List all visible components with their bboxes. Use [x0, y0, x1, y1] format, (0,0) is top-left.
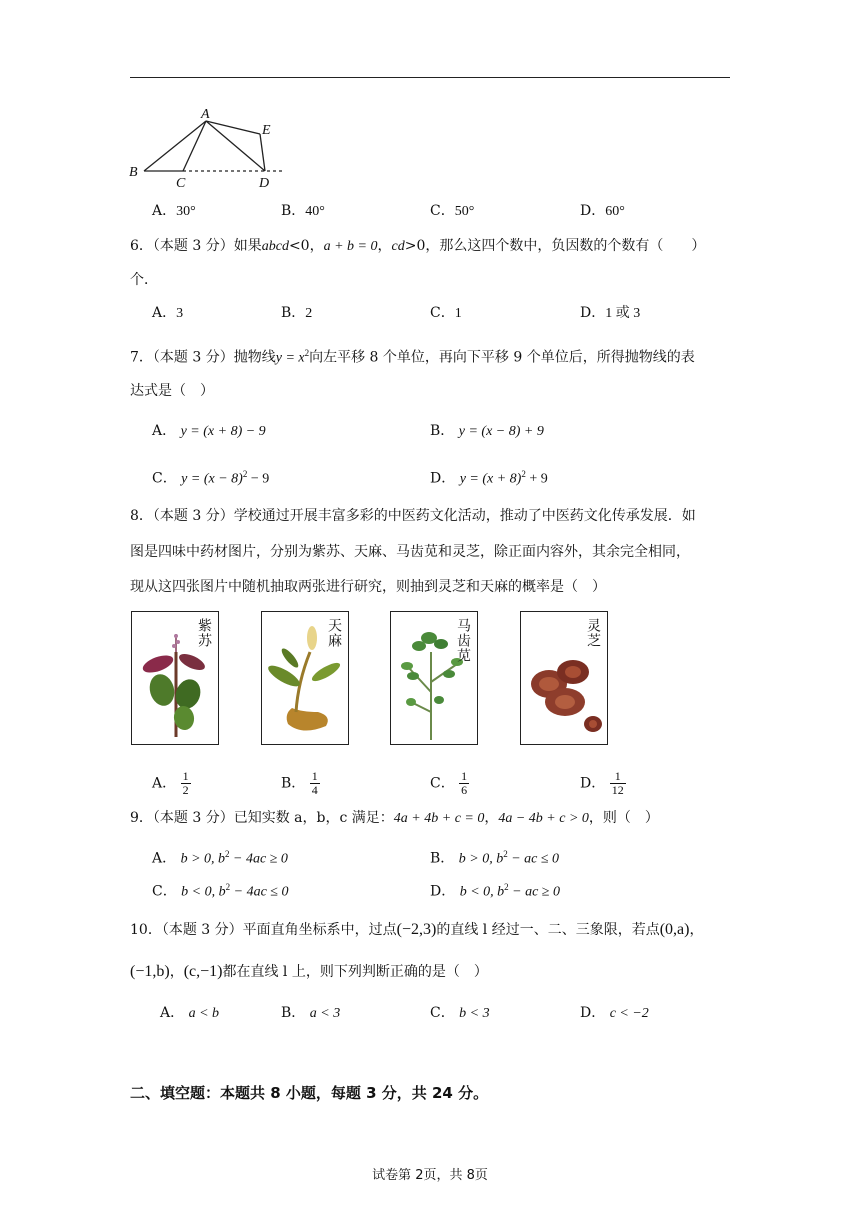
q10-option-c[interactable]: C． b < 3: [430, 1005, 490, 1021]
q8-option-d[interactable]: D． $\frac{1}{12}$: [580, 769, 624, 797]
q9-stem: 9．（本题 3 分）已知实数 a，b，c 满足：4a + 4b + c = 0，4a − 4b + c > 0，则（ ）: [130, 810, 659, 826]
fraction: $\frac{1}{4}$: [311, 769, 318, 797]
q8-stem-line-2: 图是四味中药材图片，分别为紫苏、天麻、马齿苋和灵芝，除正面内容外，其余完全相同，: [130, 544, 690, 560]
card-machixian[interactable]: [390, 611, 478, 745]
segment-ed: [260, 134, 265, 171]
q7-option-a[interactable]: A． y = (x + 8) − 9: [152, 423, 266, 439]
q10-option-b[interactable]: B． a < 3: [281, 1005, 341, 1021]
card-label-lingzhi: 灵芝: [585, 618, 601, 648]
q7-stem-line-1: 7．（本题 3 分）抛物线$y = x^2$向左平移 8 个单位，再向下平移 9 个单位后，所得抛物线的表: [130, 348, 695, 366]
q9-option-a[interactable]: A． b > 0, $b^2 - 4ac \ge 0$: [152, 849, 288, 867]
q7-option-d[interactable]: D． $y = (x + 8)^2 + 9$: [430, 469, 548, 487]
q6-option-c[interactable]: C．1: [430, 305, 462, 321]
q5-option-d[interactable]: D．60°: [580, 203, 625, 219]
q8-stem-line-1: 8．（本题 3 分）学校通过开展丰富多彩的中医药文化活动，推动了中医药文化传承发展．如: [130, 508, 696, 524]
card-label-machixian: 马齿苋: [455, 618, 471, 663]
q8-option-b[interactable]: B． $\frac{1}{4}$: [281, 769, 318, 797]
q10-stem-line-2: (−1,b)，(c,−1)都在直线 l 上，则下列判断正确的是（ ）: [130, 963, 488, 980]
q7-option-b[interactable]: B． y = (x − 8) + 9: [430, 423, 544, 439]
q5-option-a[interactable]: A．30°: [152, 203, 196, 219]
label-c: C: [176, 176, 186, 190]
card-tianma[interactable]: [261, 611, 349, 745]
segment-ab: [144, 121, 206, 171]
label-b: B: [129, 165, 138, 180]
fraction: $\frac{1}{12}$: [611, 769, 624, 797]
q9-option-c[interactable]: C． b < 0, $b^2 - 4ac \le 0$: [152, 882, 289, 900]
card-label-zisu: 紫苏: [196, 618, 212, 648]
q8-stem-line-3: 现从这四张图片中随机抽取两张进行研究，则抽到灵芝和天麻的概率是（ ）: [130, 579, 606, 595]
label-a: A: [201, 107, 210, 122]
q8-option-a[interactable]: A． $\frac{1}{2}$: [152, 769, 189, 797]
q6-stem-line-2: 个．: [130, 272, 158, 288]
q6-option-a[interactable]: A．3: [152, 305, 184, 321]
q9-option-d[interactable]: D． b < 0, $b^2$ − ac ≥ 0: [430, 882, 560, 900]
q10-option-a[interactable]: A． a < b: [160, 1005, 220, 1021]
label-e: E: [262, 123, 271, 138]
card-zisu[interactable]: [131, 611, 219, 745]
q6-option-b[interactable]: B．2: [281, 305, 313, 321]
card-label-tianma: 天麻: [326, 618, 342, 648]
card-lingzhi[interactable]: [520, 611, 608, 745]
q6-stem-line-1: 6．（本题 3 分）如果abcd<0，a + b = 0，cd>0，那么这四个数中，负因数的个数有（ ）: [130, 238, 706, 254]
page-footer: 试卷第 2页，共 8页: [372, 1168, 488, 1183]
fraction: $\frac{1}{6}$: [461, 769, 468, 797]
q10-stem-line-1: 10．（本题 3 分）平面直角坐标系中，过点(−2,3)的直线 l 经过一、二、三象限，若点(0,a)，: [130, 921, 704, 938]
fraction: $\frac{1}{2}$: [182, 769, 189, 797]
q7-option-c[interactable]: C． $y = (x - 8)^2 - 9$: [152, 469, 270, 487]
header-rule: [130, 77, 730, 78]
q7-stem-line-2: 达式是（ ）: [130, 383, 214, 399]
q5-option-b[interactable]: B．40°: [281, 203, 325, 219]
section-2-heading: 二、填空题：本题共 8 小题，每题 3 分，共 24 分。: [130, 1084, 489, 1102]
segment-ac: [183, 121, 206, 171]
q9-option-b[interactable]: B． b > 0, $b^2$ − ac ≤ 0: [430, 849, 560, 867]
q5-option-c[interactable]: C．50°: [430, 203, 475, 219]
label-d: D: [259, 176, 270, 190]
q10-option-d[interactable]: D． c < −2: [580, 1005, 649, 1021]
q8-option-c[interactable]: C． $\frac{1}{6}$: [430, 769, 468, 797]
geometry-figure: [126, 104, 296, 190]
q6-option-d[interactable]: D．1 或 3: [580, 305, 641, 321]
